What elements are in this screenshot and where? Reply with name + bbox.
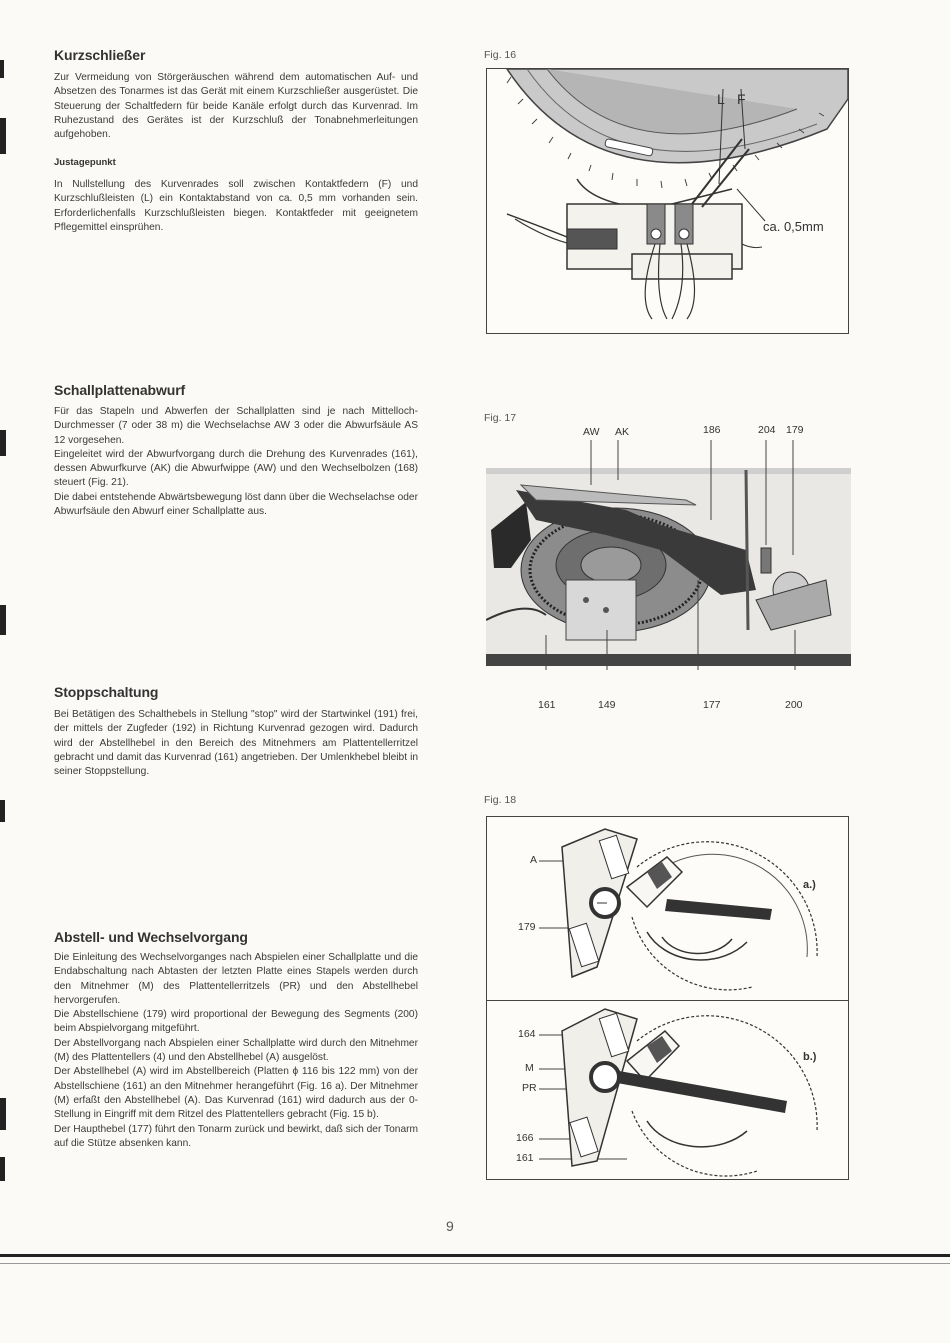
fig17-label-179: 179 <box>786 424 804 436</box>
fig16-illustration <box>487 69 848 333</box>
page-number: 9 <box>446 1218 454 1234</box>
section-text-stoppschaltung: Bei Betätigen des Schalthebels in Stellung "stop" wird der Startwinkel (191) frei, der mittels der Zugfeder (192) in Richtung Kurvenrad gezogen wird. Dadurch wird der Abstellhebel in den Bereich des Mitnehmers am Plattentellerritzel gebracht und damit das Kurvenrad (161) angetrieben. Der Umlenkhebel bleibt in seiner Stoppstellung. <box>54 709 418 778</box>
fig18-label-161: 161 <box>516 1152 534 1164</box>
scan-edge-mark <box>0 60 4 78</box>
fig18-panel-label-a: a.) <box>803 879 816 891</box>
fig18-label-a: A <box>530 854 538 866</box>
fig17-label-186: 186 <box>703 424 721 436</box>
fig16-label-l: L <box>717 91 725 107</box>
fig17-label-177: 177 <box>703 699 721 711</box>
figure-fig16 <box>486 68 849 334</box>
scan-edge-mark <box>0 118 6 154</box>
section-title-kurzschliesser: Kurzschließer <box>54 47 146 63</box>
fig17-label-aw: AW <box>583 426 600 438</box>
fig18-panel-a-illustration <box>487 817 848 1000</box>
fig17-label-204: 204 <box>758 424 776 436</box>
fig18-label-179: 179 <box>518 921 536 933</box>
fig17-label-161: 161 <box>538 699 556 711</box>
section-text-schallplattenabwurf: Für das Stapeln und Abwerfen der Schallplatten sind je nach Mittelloch-Durchmesser (7 oder 38 m) die Wechselachse AW 3 oder die Abwurfsäule AS 12 vorgesehen. Eingeleitet wird der Abwurfvorgang durch die Drehung des Kurvenrades (161), dessen Abwurfkurve (AK) die Abwurfwippe (AW) und den Wechselbolzen (168) steuert (Fig. 21). Die dabei entstehende Abwärtsbewegung löst dann über die Wechselachse oder Abwurfsäule den Abwurf einer Schallplatte aus. <box>54 406 418 518</box>
fig17-label-ak: AK <box>615 426 630 438</box>
fig17-label-200: 200 <box>785 699 803 711</box>
fig18-label-166: 166 <box>516 1132 534 1144</box>
fig17-label-149: 149 <box>598 699 616 711</box>
scan-edge-mark <box>0 1098 6 1130</box>
fig18-panel-label-b: b.) <box>803 1051 817 1063</box>
scan-edge-mark <box>0 800 5 822</box>
section-text-kurzschliesser: Zur Vermeidung von Störgeräuschen während dem automatischen Auf- und Absetzen des Tonarmes ist das Gerät mit einem Kurzschließer ausgerüstet. Die Steuerung der Schaltfedern für beide Kanäle erfolgt durch das Kurvenrad. Im Ruhezustand des Gerätes ist der Kurzschluß der Tonabnehmerleitungen aufgehoben. <box>54 72 418 141</box>
figure-caption-fig17: Fig. 17 <box>484 412 517 424</box>
fig18-label-m: M <box>525 1062 534 1074</box>
fig18-label-pr: PR <box>522 1082 537 1094</box>
scan-bottom-edge <box>0 1254 950 1257</box>
fig17-photo-illustration <box>486 440 851 670</box>
section-text-abstellvorgang: Die Einleitung des Wechselvorganges nach Abspielen einer Schallplatte und die Endabschaltung nach Abtasten der letzten Platte eines Stapels werden durch den Mitnehmer (M) des Plattentellerritzels (PR) und den Abstellhebel hervorgerufen. Die Abstellschiene (179) wird proportional der Bewegung des Segments (200) beim Abspielvorgang mitgeführt. Der Abstellvorgang nach Abspielen einer Schallplatte wird durch den Mitnehmer (M) des Plattentellers (4) und den Abstellhebel (A) ausgelöst. Der Abstellhebel (A) wird im Abstellbereich (Platten ϕ 116 bis 122 mm) von der Abstellschiene (161) an den Mitnehmer herangeführt (Fig. 16 a). Der Mitnehmer (M) erfaßt den Abstellhebel (A). Das Kurvenrad (161) wird dadurch aus der 0-Stellung in Eingriff mit dem Ritzel des Plattentellers gebracht (Fig. 15 b). Der Haupthebel (177) führt den Tonarm zurück und bewirkt, daß sich der Tonarm auf die Stütze absenken kann. <box>54 952 418 1149</box>
subsection-title-justagepunkt: Justagepunkt <box>54 157 116 168</box>
figure-caption-fig16: Fig. 16 <box>484 49 517 61</box>
section-title-abstellvorgang: Abstell- und Wechselvorgang <box>54 929 248 945</box>
figure-caption-fig18: Fig. 18 <box>484 794 517 806</box>
scan-bottom-edge-thin <box>0 1263 950 1264</box>
figure-fig17 <box>486 440 851 670</box>
scan-edge-mark <box>0 605 6 635</box>
scan-edge-mark <box>0 430 6 456</box>
fig16-label-gap: ca. 0,5mm <box>763 219 824 234</box>
section-title-stoppschaltung: Stoppschaltung <box>54 684 159 700</box>
figure-fig18 <box>486 816 849 1180</box>
fig18-panel-b-illustration <box>487 1001 848 1179</box>
subsection-text-justagepunkt: In Nullstellung des Kurvenrades soll zwischen Kontaktfedern (F) und Kurzschlußleisten (L) ein Kontaktabstand von ca. 0,5 mm vorhanden sein. Erforderlichenfalls Kurzschlußleisten biegen. Kontaktfeder mit geeignetem Pflegemittel einsprühen. <box>54 179 418 233</box>
fig16-label-f: F <box>737 91 746 107</box>
fig18-label-164: 164 <box>518 1028 536 1040</box>
section-title-schallplattenabwurf: Schallplattenabwurf <box>54 382 186 398</box>
scan-edge-mark <box>0 1157 5 1181</box>
